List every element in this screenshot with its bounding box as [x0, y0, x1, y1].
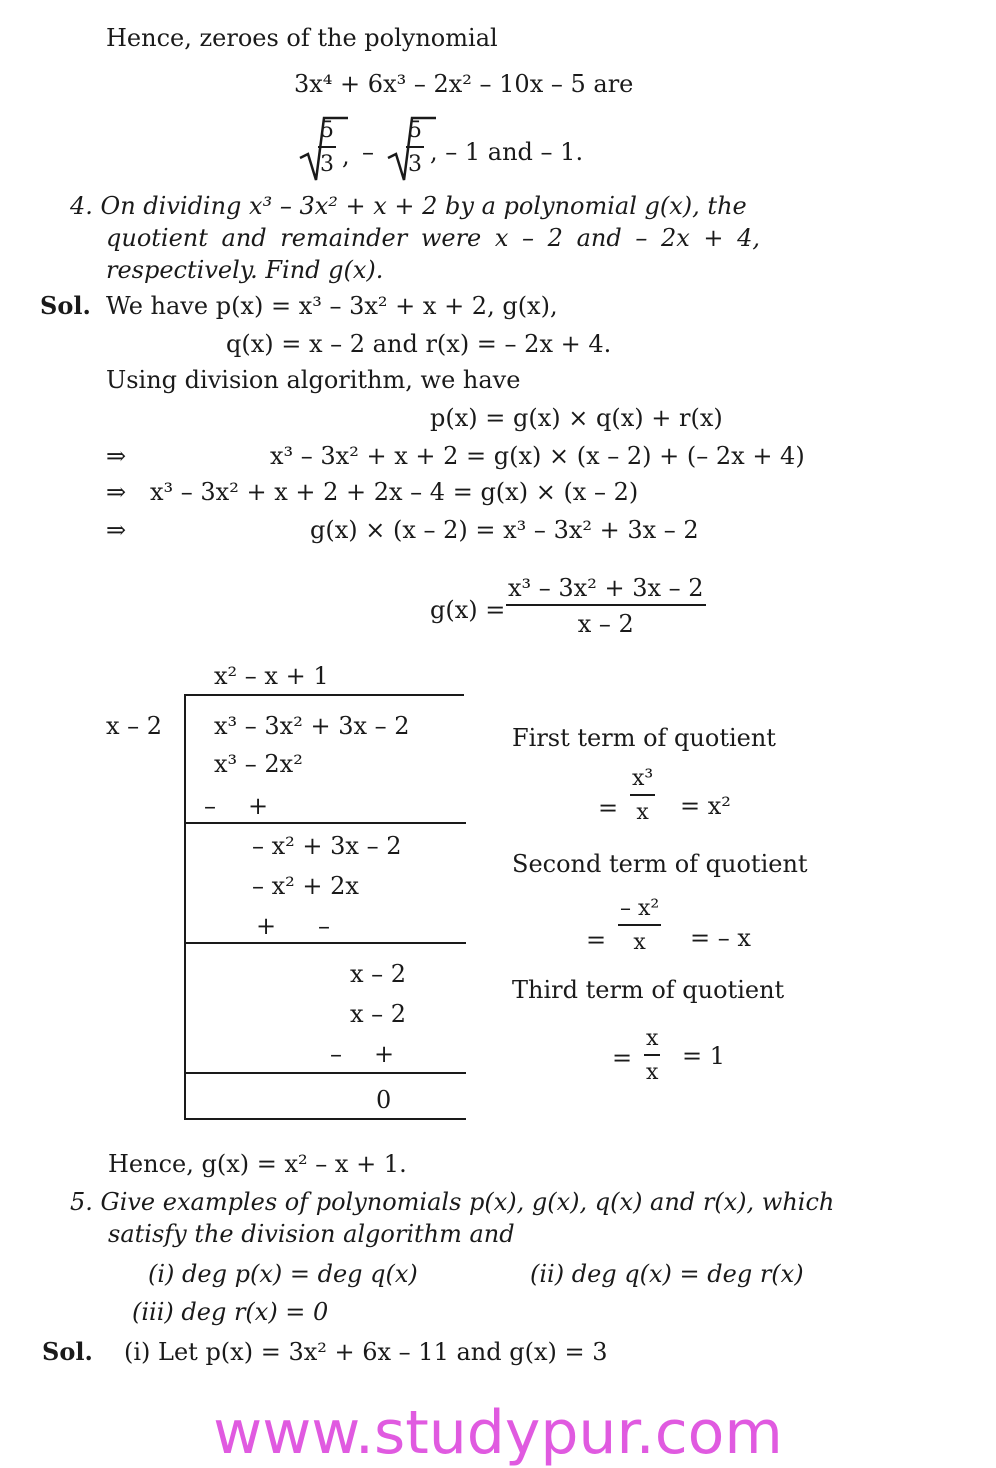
gx-fraction-num: x³ – 3x² + 3x – 2 [506, 576, 706, 606]
second-term-fraction [618, 898, 661, 954]
third-term-result: = 1 [682, 1042, 726, 1070]
division-sign-2a: + [256, 912, 277, 940]
zero-fraction-2 [406, 120, 424, 176]
first-term-fraction [630, 768, 655, 824]
gx-fraction-den: x – 2 [577, 610, 634, 638]
division-sign-3b: + [374, 1040, 395, 1068]
q5-part-i: (i) deg p(x) = deg q(x) [148, 1260, 418, 1288]
division-sign-3a: – [330, 1040, 342, 1068]
q4-line-2: quotient and remainder were x – 2 and – 2x + 4, [106, 224, 761, 252]
second-term-result: = – x [690, 924, 751, 952]
division-sign-1a: – [204, 792, 216, 820]
sol4-line-1: We have p(x) = x³ – 3x² + x + 2, g(x), [106, 292, 558, 320]
q5-line-2: satisfy the division algorithm and [108, 1220, 515, 1248]
polynomial-quartic: 3x⁴ + 6x³ – 2x² – 10x – 5 are [294, 70, 634, 98]
division-remainder-2: x – 2 [350, 960, 407, 988]
equation-1: p(x) = g(x) × q(x) + r(x) [430, 404, 723, 432]
equation-3: x³ – 3x² + x + 2 + 2x – 4 = g(x) × (x – 2) [150, 478, 639, 506]
sol-label-5: Sol. [42, 1337, 93, 1366]
equation-2: x³ – 3x² + x + 2 = g(x) × (x – 2) + (– 2x + 4) [270, 442, 805, 470]
first-term-equals: = [598, 794, 619, 822]
q5-part-ii: (ii) deg q(x) = deg r(x) [530, 1260, 804, 1288]
equation-4: g(x) × (x – 2) = x³ – 3x² + 3x – 2 [310, 516, 699, 544]
division-quotient: x² – x + 1 [214, 662, 329, 690]
zero-sep-1: , [342, 142, 350, 170]
gx-equals: g(x) = [430, 596, 506, 624]
division-sub-1: x³ – 2x² [214, 750, 303, 778]
implies-arrow-1: ⇒ [106, 442, 127, 470]
q4-line-1: 4. On dividing x³ – 3x² + x + 2 by a polynomial g(x), the [70, 192, 747, 220]
sol4-line-2: q(x) = x – 2 and r(x) = – 2x + 4. [226, 330, 612, 358]
third-term-title: Third term of quotient [512, 976, 785, 1004]
q5-part-iii: (iii) deg r(x) = 0 [132, 1298, 329, 1326]
division-sub-2: – x² + 2x [252, 872, 359, 900]
first-term-result: = x² [680, 792, 731, 820]
division-sub-3: x – 2 [350, 1000, 407, 1028]
zero-fraction-2-num: 5 [406, 120, 424, 148]
zero-fraction-1-num: 5 [318, 120, 336, 148]
division-rule-3 [184, 1072, 466, 1074]
division-remainder-1: – x² + 3x – 2 [252, 832, 402, 860]
division-divisor: x – 2 [106, 712, 163, 740]
hence-gx: Hence, g(x) = x² – x + 1. [108, 1150, 407, 1178]
q4-line-3: respectively. Find g(x). [106, 256, 384, 284]
zero-fraction-1 [318, 120, 336, 176]
website-watermark: www.studypur.com [213, 1398, 783, 1468]
division-final-remainder: 0 [376, 1086, 392, 1114]
zero-fraction-2-den: 3 [408, 152, 422, 177]
division-rule-2 [184, 942, 466, 944]
division-left-rule [184, 694, 186, 1120]
division-dividend: x³ – 3x² + 3x – 2 [214, 712, 410, 740]
second-term-title: Second term of quotient [512, 850, 808, 878]
second-term-num: – x² [618, 898, 661, 926]
sol5-part-i: (i) Let p(x) = 3x² + 6x – 11 and g(x) = 3 [124, 1338, 608, 1366]
zero-minus: – [362, 138, 374, 166]
second-term-den: x [633, 930, 646, 955]
sol-label-4: Sol. [40, 291, 91, 320]
q5-line-1: 5. Give examples of polynomials p(x), g(x), q(x) and r(x), which [70, 1188, 835, 1216]
division-bottom-rule [184, 1118, 466, 1120]
text-hence-zeroes: Hence, zeroes of the polynomial [106, 24, 498, 52]
first-term-num: x³ [630, 768, 655, 796]
division-sign-2b: – [318, 912, 330, 940]
first-term-title: First term of quotient [512, 724, 776, 752]
zeroes-rest: , – 1 and – 1. [430, 138, 584, 166]
third-term-den: x [646, 1060, 659, 1085]
third-term-equals: = [612, 1044, 633, 1072]
third-term-num: x [644, 1028, 660, 1056]
division-rule-1 [184, 822, 466, 824]
implies-arrow-2: ⇒ [106, 478, 127, 506]
third-term-fraction [644, 1028, 660, 1084]
first-term-den: x [636, 800, 649, 825]
division-sign-1b: + [248, 792, 269, 820]
second-term-equals: = [586, 926, 607, 954]
using-division-text: Using division algorithm, we have [106, 366, 521, 394]
implies-arrow-3: ⇒ [106, 516, 127, 544]
gx-fraction [506, 576, 706, 636]
division-top-rule [184, 694, 464, 696]
zero-fraction-1-den: 3 [320, 152, 334, 177]
